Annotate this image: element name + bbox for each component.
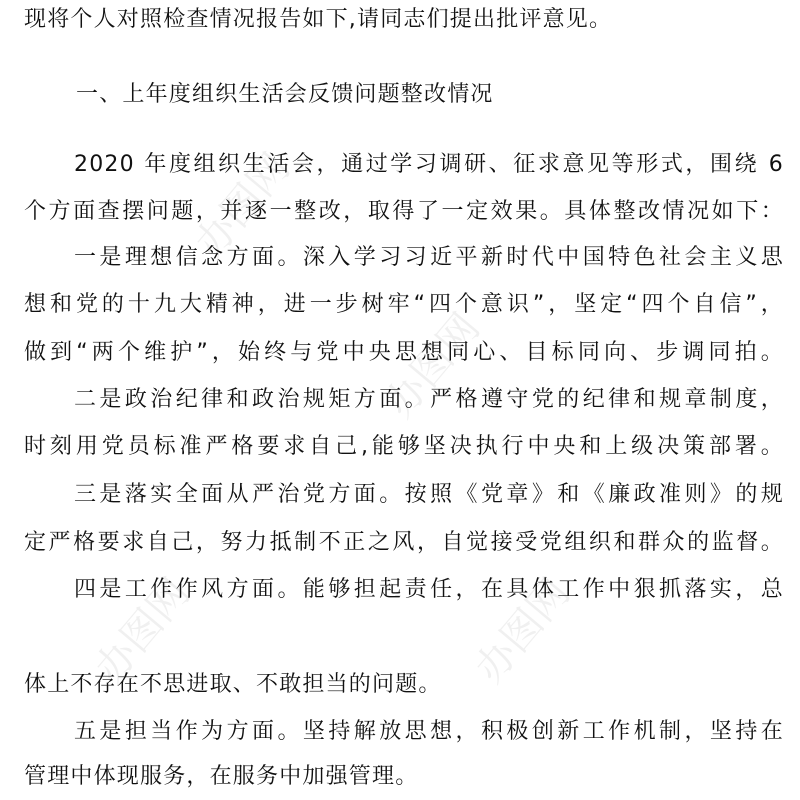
paragraph-line: 个方面查摆问题，并逐一整改，取得了一定效果。具体整改情况如下：: [24, 199, 784, 224]
paragraph-line: 五是担当作为方面。坚持解放思想，积极创新工作机制，坚持在: [74, 719, 784, 744]
paragraph-line: 一是理想信念方面。深入学习习近平新时代中国特色社会主义思: [74, 245, 784, 270]
watermark: 办图网: [186, 145, 299, 267]
watermark: 办图网: [86, 570, 199, 692]
intro-line: 现将个人对照检查情况报告如下,请同志们提出批评意见。: [24, 7, 613, 32]
paragraph-line: 四是工作作风方面。能够担起责任，在具体工作中狠抓落实，总: [74, 577, 784, 602]
paragraph-line: 管理中体现服务，在服务中加强管理。: [24, 764, 419, 789]
paragraph-line: 二是政治纪律和政治规矩方面。严格遵守党的纪律和规章制度，: [74, 387, 784, 412]
watermark: 办图网: [376, 305, 489, 427]
paragraph-line: 想和党的十九大精神，进一步树牢“四个意识”，坚定“四个自信”，: [24, 292, 784, 317]
paragraph-line: 做到“两个维护”，始终与党中央思想同心、目标同向、步调同拍。: [24, 340, 784, 365]
watermark: 办图网: [466, 570, 579, 692]
section-heading: 一、上年度组织生活会反馈问题整改情况: [76, 82, 494, 107]
paragraph-line: 体上不存在不思进取、不敢担当的问题。: [24, 672, 442, 697]
paragraph-line: 三是落实全面从严治党方面。按照《党章》和《廉政准则》的规: [74, 482, 784, 507]
paragraph-line: 2020 年度组织生活会，通过学习调研、征求意见等形式，围绕 6: [74, 152, 784, 177]
paragraph-line: 定严格要求自己，努力抵制不正之风，自觉接受党组织和群众的监督。: [24, 530, 784, 555]
paragraph-line: 时刻用党员标准严格要求自己,能够坚决执行中央和上级决策部署。: [24, 434, 784, 459]
